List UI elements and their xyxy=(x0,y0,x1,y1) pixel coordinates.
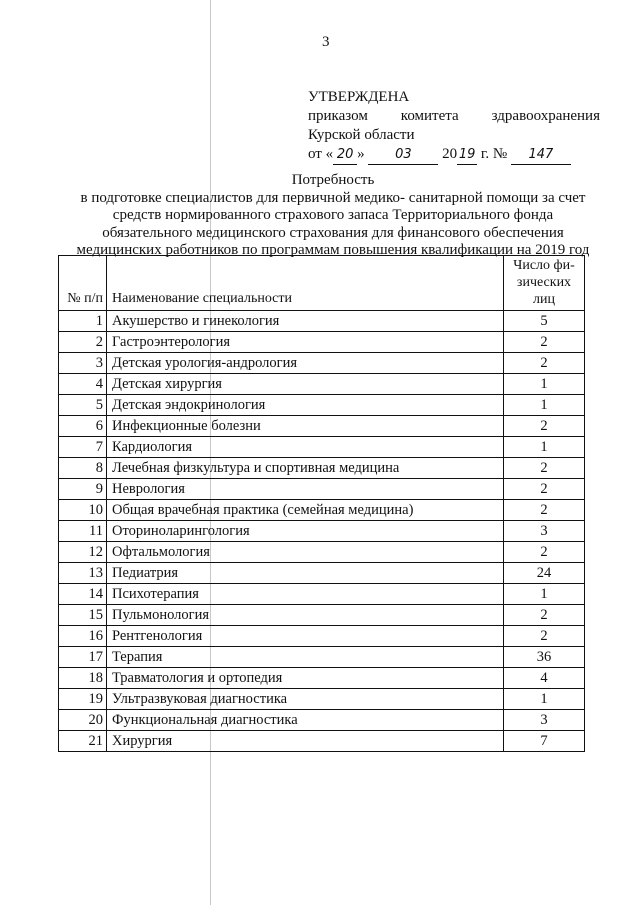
handwritten-year: 19 xyxy=(457,145,477,165)
approval-heading: УТВЕРЖДЕНА xyxy=(308,89,410,105)
row-num: 2 xyxy=(59,332,107,353)
table-row xyxy=(59,689,585,710)
approval-block xyxy=(308,88,600,165)
row-count: 4 xyxy=(504,668,585,689)
table-row xyxy=(59,731,585,752)
handwritten-day: 20 xyxy=(333,145,357,165)
approval-region: Курской области xyxy=(308,127,415,143)
row-count: 1 xyxy=(504,395,585,416)
approval-word: здравоохранения xyxy=(491,108,600,124)
title-line: средств нормированного страхового запаса Территориального фонда xyxy=(112,207,554,223)
row-specialty: Офтальмология xyxy=(107,542,504,563)
table-row xyxy=(59,710,585,731)
row-num: 16 xyxy=(59,626,107,647)
row-num: 12 xyxy=(59,542,107,563)
row-num: 3 xyxy=(59,353,107,374)
row-count: 2 xyxy=(504,458,585,479)
row-count: 36 xyxy=(504,647,585,668)
row-specialty: Хирургия xyxy=(107,731,504,752)
row-num: 10 xyxy=(59,500,107,521)
table-row xyxy=(59,668,585,689)
table-row xyxy=(59,647,585,668)
handwritten-month: 03 xyxy=(368,145,438,165)
row-specialty: Детская эндокринология xyxy=(107,395,504,416)
row-num: 11 xyxy=(59,521,107,542)
table-row xyxy=(59,500,585,521)
header-specialty: Наименование специальности xyxy=(107,256,504,311)
row-specialty: Травматология и ортопедия xyxy=(107,668,504,689)
date-mid: » xyxy=(357,146,365,162)
row-specialty: Психотерапия xyxy=(107,584,504,605)
table-row xyxy=(59,374,585,395)
row-count: 2 xyxy=(504,416,585,437)
row-count: 1 xyxy=(504,374,585,395)
approval-date-line xyxy=(308,145,600,165)
approval-word: комитета xyxy=(400,108,459,124)
table-row xyxy=(59,437,585,458)
year-end: г. № xyxy=(480,146,508,162)
row-specialty: Инфекционные болезни xyxy=(107,416,504,437)
row-count: 3 xyxy=(504,710,585,731)
row-specialty: Акушерство и гинекология xyxy=(107,311,504,332)
row-count: 2 xyxy=(504,479,585,500)
row-count: 7 xyxy=(504,731,585,752)
row-num: 17 xyxy=(59,647,107,668)
approval-order-line xyxy=(308,107,600,126)
title-line: Потребность xyxy=(291,172,375,188)
row-count: 2 xyxy=(504,605,585,626)
table-row xyxy=(59,605,585,626)
row-count: 1 xyxy=(504,437,585,458)
specialists-table xyxy=(58,255,585,752)
date-prefix: от « xyxy=(308,146,334,162)
title-line: медицинских работников по программам повышения квалификации на 2019 год xyxy=(76,242,590,258)
row-count: 2 xyxy=(504,500,585,521)
row-specialty: Терапия xyxy=(107,647,504,668)
table-row xyxy=(59,563,585,584)
row-count: 5 xyxy=(504,311,585,332)
row-num: 19 xyxy=(59,689,107,710)
row-num: 7 xyxy=(59,437,107,458)
row-num: 18 xyxy=(59,668,107,689)
table-row xyxy=(59,416,585,437)
row-count: 24 xyxy=(504,563,585,584)
row-num: 14 xyxy=(59,584,107,605)
row-num: 4 xyxy=(59,374,107,395)
row-specialty: Общая врачебная практика (семейная медицина) xyxy=(107,500,504,521)
table-row xyxy=(59,332,585,353)
table-row xyxy=(59,626,585,647)
row-count: 2 xyxy=(504,542,585,563)
row-specialty: Рентгенология xyxy=(107,626,504,647)
document-title xyxy=(40,172,626,260)
table-row xyxy=(59,353,585,374)
row-num: 15 xyxy=(59,605,107,626)
row-specialty: Детская хирургия xyxy=(107,374,504,395)
table-row xyxy=(59,584,585,605)
row-count: 2 xyxy=(504,332,585,353)
table-header-row xyxy=(59,256,585,311)
row-specialty: Педиатрия xyxy=(107,563,504,584)
table-body xyxy=(59,311,585,752)
row-specialty: Детская урология-андрология xyxy=(107,353,504,374)
table-row xyxy=(59,395,585,416)
row-specialty: Кардиология xyxy=(107,437,504,458)
row-num: 21 xyxy=(59,731,107,752)
row-count: 1 xyxy=(504,584,585,605)
row-specialty: Неврология xyxy=(107,479,504,500)
title-line: в подготовке специалистов для первичной медико- санитарной помощи за счет xyxy=(80,189,586,206)
page-number: 3 xyxy=(322,34,330,50)
row-num: 6 xyxy=(59,416,107,437)
title-line: обязательного медицинского страхования для финансового обеспечения xyxy=(102,224,564,241)
row-specialty: Ультразвуковая диагностика xyxy=(107,689,504,710)
table-row xyxy=(59,311,585,332)
approval-word: приказом xyxy=(308,108,368,124)
row-num: 1 xyxy=(59,311,107,332)
row-specialty: Лечебная физкультура и спортивная медицина xyxy=(107,458,504,479)
handwritten-order-number: 147 xyxy=(511,145,571,165)
row-specialty: Пульмонология xyxy=(107,605,504,626)
row-count: 1 xyxy=(504,689,585,710)
table-row xyxy=(59,542,585,563)
row-specialty: Функциональная диагностика xyxy=(107,710,504,731)
table-row xyxy=(59,479,585,500)
row-specialty: Оториноларингология xyxy=(107,521,504,542)
row-specialty: Гастроэнтерология xyxy=(107,332,504,353)
row-num: 9 xyxy=(59,479,107,500)
table-row xyxy=(59,521,585,542)
row-num: 5 xyxy=(59,395,107,416)
row-count: 3 xyxy=(504,521,585,542)
row-num: 13 xyxy=(59,563,107,584)
row-num: 20 xyxy=(59,710,107,731)
header-num: № п/п xyxy=(59,256,107,311)
row-count: 2 xyxy=(504,353,585,374)
table-row xyxy=(59,458,585,479)
year-prefix: 20 xyxy=(442,146,458,162)
row-num: 8 xyxy=(59,458,107,479)
row-count: 2 xyxy=(504,626,585,647)
header-count: Число фи-зических лиц xyxy=(504,256,585,311)
